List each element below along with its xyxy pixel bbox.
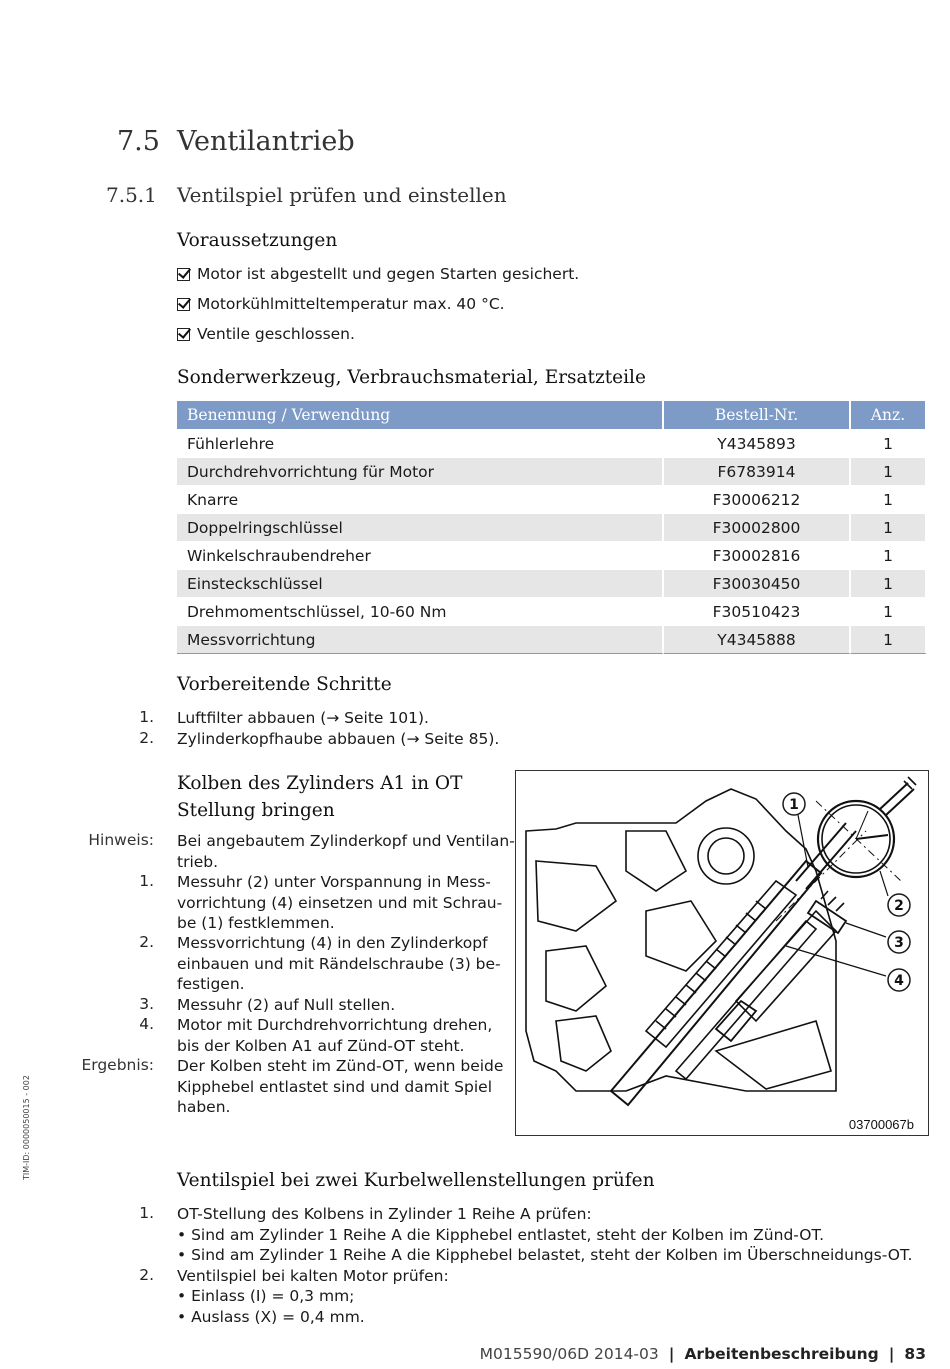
- prerequisite-item: Motorkühlmitteltemperatur max. 40 °C.: [177, 295, 505, 313]
- footer-doc-id: M015590/06D 2014-03: [479, 1345, 659, 1363]
- column-header-name: Benennung / Verwendung: [177, 401, 664, 429]
- bullet-item: • Auslass (X) = 0,4 mm.: [177, 1308, 365, 1326]
- step-number: 1.: [139, 872, 154, 890]
- table-row: Doppelringschlüssel F30002800 1: [177, 513, 927, 541]
- prerequisite-item: Ventile geschlossen.: [177, 325, 355, 343]
- prerequisites-heading: Voraussetzungen: [177, 230, 338, 251]
- checkbox-checked-icon: [177, 268, 190, 281]
- prerequisite-item: Motor ist abgestellt und gegen Starten gesichert.: [177, 265, 579, 283]
- technical-illustration: [515, 770, 929, 1136]
- note-label: Hinweis:: [88, 831, 154, 849]
- step-text: Zylinderkopfhaube abbauen (→ Seite 85).: [177, 730, 500, 748]
- preparatory-heading: Vorbereitende Schritte: [177, 674, 392, 695]
- tools-heading: Sonderwerkzeug, Verbrauchsmaterial, Ersatzteile: [177, 367, 646, 388]
- note-text: Bei angebautem Zylinderkopf und Ventilan- trieb.: [177, 832, 515, 871]
- subsection-title: Ventilspiel prüfen und einstellen: [177, 183, 507, 207]
- step-text: Messuhr (2) auf Null stellen.: [177, 996, 396, 1014]
- step-number: 2.: [139, 729, 154, 747]
- step-number: 2.: [139, 1266, 154, 1284]
- bullet-item: • Einlass (I) = 0,3 mm;: [177, 1287, 355, 1305]
- dial-gauge-assembly-drawing: [516, 771, 928, 1135]
- step-text: OT-Stellung des Kolbens in Zylinder 1 Reihe A prüfen:: [177, 1205, 592, 1223]
- table-header-row: [177, 401, 927, 429]
- section-number: 7.5: [117, 126, 160, 157]
- figure-code: 03700067b: [848, 1117, 914, 1132]
- tools-table: [177, 401, 927, 654]
- table-row: Knarre F30006212 1: [177, 485, 927, 513]
- column-header-qty: Anz.: [851, 401, 927, 429]
- checkbox-checked-icon: [177, 298, 190, 311]
- footer-separator: |: [668, 1345, 675, 1363]
- step-number: 1.: [139, 708, 154, 726]
- step-text: Luftfilter abbauen (→ Seite 101).: [177, 709, 429, 727]
- valve-check-heading: Ventilspiel bei zwei Kurbelwellenstellungen prüfen: [177, 1170, 655, 1191]
- table-row: Drehmomentschlüssel, 10-60 Nm F30510423 1: [177, 597, 927, 625]
- footer-separator: |: [888, 1345, 895, 1363]
- table-row: Einsteckschlüssel F30030450 1: [177, 569, 927, 597]
- result-text: Der Kolben steht im Zünd-OT, wenn beide Kipphebel entlastet sind und damit Spiel haben.: [177, 1057, 504, 1116]
- callout-4-label: 4: [894, 973, 904, 989]
- page-number: 83: [904, 1345, 926, 1363]
- callout-2-label: 2: [894, 898, 904, 914]
- checkbox-checked-icon: [177, 328, 190, 341]
- table-row: Durchdrehvorrichtung für Motor F6783914 1: [177, 457, 927, 485]
- step-number: 1.: [139, 1204, 154, 1222]
- subsection-number: 7.5.1: [106, 183, 157, 207]
- step-number: 4.: [139, 1015, 154, 1033]
- bullet-item: • Sind am Zylinder 1 Reihe A die Kipphebel belastet, steht der Kolben im Überschneidungs-OT.: [177, 1246, 913, 1264]
- side-document-id: TIM-ID: 0000050015 - 002: [22, 1075, 31, 1180]
- table-row: Messvorrichtung Y4345888 1: [177, 625, 927, 654]
- step-text: Motor mit Durchdrehvorrichtung drehen, bis der Kolben A1 auf Zünd-OT steht.: [177, 1016, 493, 1055]
- piston-heading: Kolben des Zylinders A1 in OT Stellung bringen: [177, 773, 463, 821]
- step-text: Messuhr (2) unter Vorspannung in Mess- vorrichtung (4) einsetzen und mit Schrau- be (1) festklemmen.: [177, 873, 503, 932]
- column-header-order-no: Bestell-Nr.: [664, 401, 851, 429]
- step-number: 2.: [139, 933, 154, 951]
- step-text: Ventilspiel bei kalten Motor prüfen:: [177, 1267, 449, 1285]
- step-text: Messvorrichtung (4) in den Zylinderkopf einbauen und mit Rändelschraube (3) be- festigen.: [177, 934, 501, 993]
- page-footer: [480, 1345, 926, 1363]
- result-label: Ergebnis:: [81, 1056, 154, 1074]
- callout-1-label: 1: [789, 797, 799, 813]
- table-row: Fühlerlehre Y4345893 1: [177, 429, 927, 457]
- callout-3-label: 3: [894, 935, 904, 951]
- step-number: 3.: [139, 995, 154, 1013]
- bullet-item: • Sind am Zylinder 1 Reihe A die Kipphebel entlastet, steht der Kolben im Zünd-OT.: [177, 1226, 825, 1244]
- table-row: Winkelschraubendreher F30002816 1: [177, 541, 927, 569]
- section-title: Ventilantrieb: [177, 126, 355, 157]
- footer-section: Arbeitenbeschreibung: [684, 1345, 879, 1363]
